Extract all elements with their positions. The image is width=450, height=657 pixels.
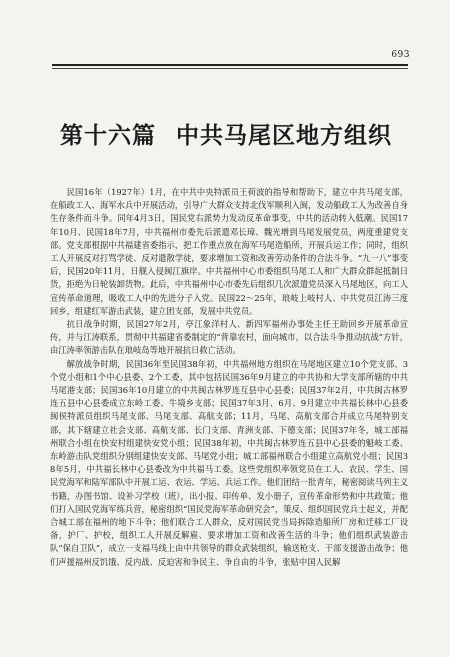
paragraph: 民国16年（1927年）1月，在中共中央特派员王荷波的指导和帮助下，建立中共马尾支部，在船政工人、海军水兵中开展活动，引导广大群众支持北伐军顺利入闽，发动船政工人为改善自身生存条件而斗争。同年4月3日，国民党右派势力发动反革命事变，中共的活动转入低潮。民国17年10月、民国18年7月，中共福州市委先后派遣邓长璋、魏光增到马尾发展党员，两度重建党支部。党支部根据中共福建省委指示，把工作重点放在海军马尾造船所，开展兵运工作；同时，组织工人开展反对打骂学徒、反对遣散学徒，要求增加工资和改善劳动条件的合法斗争。“九一八”事变后，民国20年11月，日舰入侵闽江旗岸。中共福州中心市委组织马尾工人和广大群众群起抵制日货，拒绝为日轮装卸货物。此后，中共福州中心市委先后组织几次派遣党员深入马尾地区，向工人宣传革命道理，吸收工人中的先进分子入党。民国22～25年，琅岐上岐村人、中共党员江涛三度回乡，组建红军游击武装，建立团支部，发展中共党员。	[50, 187, 408, 316]
header-rule	[52, 64, 408, 66]
page-number: 693	[391, 50, 410, 60]
chapter-title	[60, 117, 400, 150]
paragraph: 解放战争时期，民国36年至民国38年初，中共福州地方组织在马尾地区建立10个党支部、3个党小组和1个中心县委、2个工委，其中包括民国36年9月建立的中共协和大学支部所辖的中共马尾港支部；民国36年10月建立的中共闽古林罗连互县中心县委；民国37年2月，中共闽古林罗连五县中心县委成立东岭工委、牛境乡支部；民国37年3月、6月、9月建立中共福长林中心县委闽侯特派员组织马尾支部、马尾支部、高航支部；11月，马尾、高航支部合并成立马尾特别支部，其下辖建立社会支部、高航支部、长门支部、青洲支部、下德支部；民国37年冬，城工部福州联合小组在快安村组建快安党小组；民国38年初，中共闽古林罗连五县中心县委的魁岐工委、东岭游击队党组织分别组建快安支部、马尾党小组；城工部福州联合小组建立高航党小组；民国38年5月，中共福长林中心县委改为中共福马工委。这些党组织率领党员在工人、农民、学生、国民党海军和陆军部队中开展工运、农运、学运、兵运工作。他们团结一批青年，秘密阅读马列主义书籍，办图书馆、设补习学校（班），出小报、印传单、发小册子，宣传革命形势和中共政策；他们打入国民党海军练兵营，秘密组织“国民党海军革命研究会”，策反、组织国民党兵士起义，并配合城工部在福州的地下斗争；他们联合工人群众，反对国民党当局拆除造船所厂房和迁移工厂设备，护厂、护校，组织工人开展反解雇、要求增加工资和改善生活的斗争；他们组织武装游击队“保自卫队”，成立一支福马线上由中共领导的群众武装组织，输送枪支、干部支援游击战争；他们声援福州反饥饿、反内战、反迫害和争民主、争自由的斗争，张贴中国人民解	[50, 358, 408, 567]
chapter-number: 第十六篇	[60, 123, 156, 149]
paragraph: 抗日战争时期，民国27年2月，亭江象洋村人、新四军福州办事处主任王助回乡开展革命宣传，并与江涛联系，贯彻中共福建省委制定的“背靠农村，面向城市，以合法斗争推动抗战”方针，由江涛率领游击队在琅岐岛等地开展抗日救亡活动。	[50, 319, 408, 356]
chapter-name: 中共马尾区地方组织	[176, 123, 392, 149]
header-rule-thin	[52, 68, 408, 69]
body-text	[50, 186, 408, 569]
